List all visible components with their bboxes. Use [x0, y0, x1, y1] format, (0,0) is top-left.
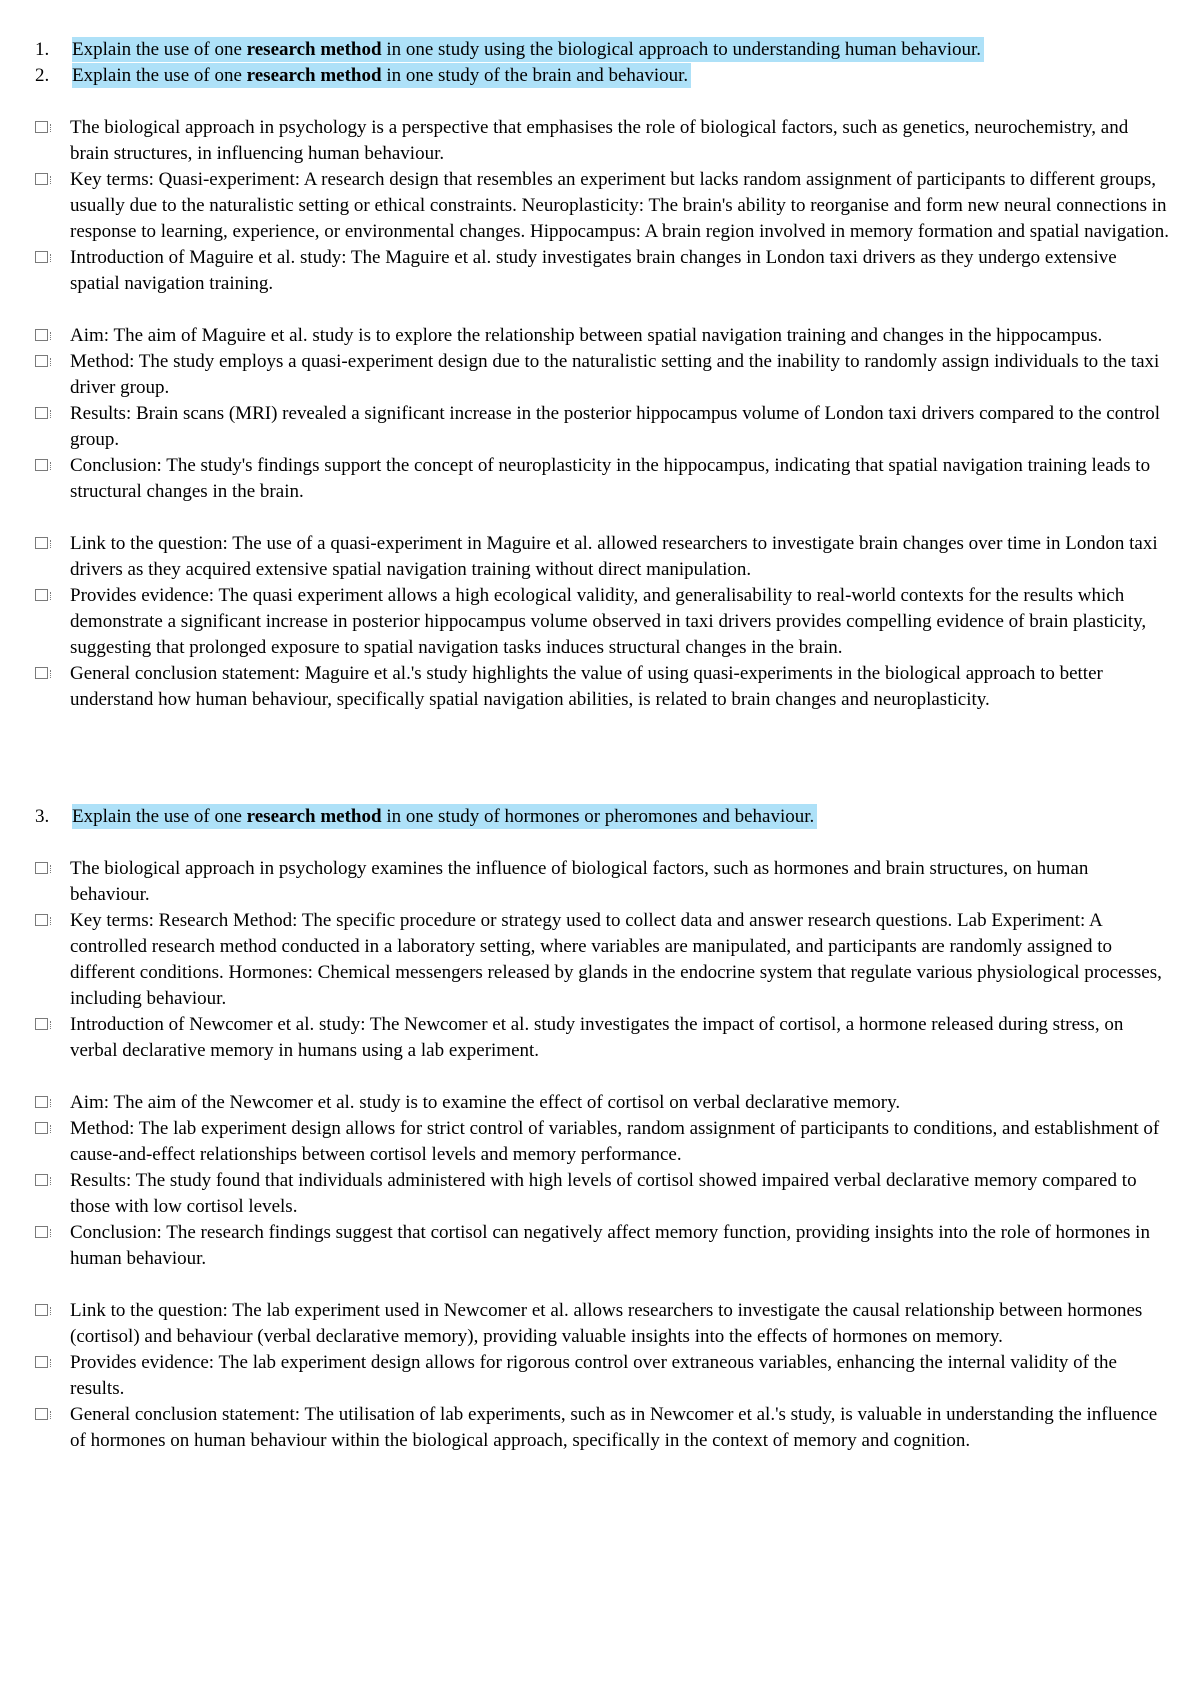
question-text: Explain the use of one research method in one study of the brain and behaviour.	[72, 63, 691, 88]
question-bold: research method	[246, 39, 382, 60]
checkbox-bullet-icon	[35, 1304, 48, 1316]
question-text: Explain the use of one research method in one study of hormones or pheromones and behaviour.	[72, 804, 817, 829]
checkbox-bullet-icon	[35, 407, 48, 419]
question-3	[0, 804, 1200, 830]
checkbox-bullet-icon	[35, 329, 48, 341]
list-item: Provides evidence: The lab experiment design allows for rigorous control over extraneous variables, enhancing the internal validity of the results.	[0, 1350, 1200, 1402]
list-item: Method: The lab experiment design allows for strict control of variables, random assignment of participants to conditions, and establishment of cause-and-effect relationships between cortisol levels and memory performance.	[0, 1116, 1200, 1168]
list-item: General conclusion statement: Maguire et al.'s study highlights the value of using quasi-experiments in the biological approach to better understand how human behaviour, specifically spatial navigation abilities, is related to brain changes and neuroplasticity.	[0, 661, 1200, 713]
list-item: Method: The study employs a quasi-experiment design due to the naturalistic setting and the inability to randomly assign individuals to the taxi driver group.	[0, 349, 1200, 401]
list-item: Key terms: Quasi-experiment: A research design that resembles an experiment but lacks random assignment of participants to different groups, usually due to the naturalistic setting or ethical constraints. Neuroplasticity: The brain's ability to reorganise and form new neural connections in response to learning, experience, or environmental changes. Hippocampus: A brain region involved in memory formation and spatial navigation.	[0, 167, 1200, 245]
list-item: Link to the question: The use of a quasi-experiment in Maguire et al. allowed researchers to investigate brain changes over time in London taxi drivers as they acquired extensive spatial navigation training without direct manipulation.	[0, 531, 1200, 583]
checkbox-bullet-icon	[35, 1356, 48, 1368]
answer-group	[0, 856, 1200, 1064]
checkbox-bullet-icon	[35, 914, 48, 926]
checkbox-bullet-icon	[35, 459, 48, 471]
question-2	[0, 63, 1200, 89]
checkbox-bullet-icon	[35, 173, 48, 185]
checkbox-bullet-icon	[35, 1122, 48, 1134]
checkbox-bullet-icon	[35, 1018, 48, 1030]
list-item: Provides evidence: The quasi experiment allows a high ecological validity, and generalisability to real-world contexts for the results which demonstrate a significant increase in posterior hippocampus volume observed in taxi drivers provides compelling evidence of brain plasticity, suggesting that prolonged exposure to spatial navigation tasks induces structural changes in the brain.	[0, 583, 1200, 661]
checkbox-bullet-icon	[35, 121, 48, 133]
list-item: General conclusion statement: The utilisation of lab experiments, such as in Newcomer et al.'s study, is valuable in understanding the influence of hormones on human behaviour within the biological approach, specifically in the context of memory and cognition.	[0, 1402, 1200, 1454]
checkbox-bullet-icon	[35, 589, 48, 601]
answer-group	[0, 1090, 1200, 1272]
checkbox-bullet-icon	[35, 355, 48, 367]
question-text: Explain the use of one research method in one study using the biological approach to understanding human behaviour.	[72, 37, 984, 62]
list-item: The biological approach in psychology examines the influence of biological factors, such as hormones and brain structures, on human behaviour.	[0, 856, 1200, 908]
checkbox-bullet-icon	[35, 862, 48, 874]
question-number: 2.	[35, 65, 50, 86]
question-bold: research method	[246, 65, 382, 86]
checkbox-bullet-icon	[35, 1174, 48, 1186]
list-item: Conclusion: The study's findings support the concept of neuroplasticity in the hippocampus, indicating that spatial navigation training leads to structural changes in the brain.	[0, 453, 1200, 505]
list-item: Aim: The aim of Maguire et al. study is to explore the relationship between spatial navigation training and changes in the hippocampus.	[0, 323, 1200, 349]
list-item: Introduction of Maguire et al. study: The Maguire et al. study investigates brain changes in London taxi drivers as they undergo extensive spatial navigation training.	[0, 245, 1200, 297]
questions-top	[0, 37, 1200, 89]
question-1	[0, 37, 1200, 63]
question-number: 3.	[35, 806, 50, 827]
question-number: 1.	[35, 39, 50, 60]
answer-group	[0, 531, 1200, 713]
list-item: The biological approach in psychology is a perspective that emphasises the role of biological factors, such as genetics, neurochemistry, and brain structures, in influencing human behaviour.	[0, 115, 1200, 167]
list-item: Results: Brain scans (MRI) revealed a significant increase in the posterior hippocampus volume of London taxi drivers compared to the control group.	[0, 401, 1200, 453]
checkbox-bullet-icon	[35, 1408, 48, 1420]
answer-3	[0, 856, 1200, 1454]
answer-group	[0, 1298, 1200, 1454]
checkbox-bullet-icon	[35, 1096, 48, 1108]
checkbox-bullet-icon	[35, 1226, 48, 1238]
checkbox-bullet-icon	[35, 251, 48, 263]
answer-group	[0, 323, 1200, 505]
checkbox-bullet-icon	[35, 537, 48, 549]
list-item: Conclusion: The research findings suggest that cortisol can negatively affect memory function, providing insights into the role of hormones in human behaviour.	[0, 1220, 1200, 1272]
list-item: Link to the question: The lab experiment used in Newcomer et al. allows researchers to investigate the causal relationship between hormones (cortisol) and behaviour (verbal declarative memory), providing valuable insights into the effects of hormones on memory.	[0, 1298, 1200, 1350]
question-bold: research method	[246, 806, 382, 827]
list-item: Aim: The aim of the Newcomer et al. study is to examine the effect of cortisol on verbal declarative memory.	[0, 1090, 1200, 1116]
list-item: Key terms: Research Method: The specific procedure or strategy used to collect data and answer research questions. Lab Experiment: A controlled research method conducted in a laboratory setting, where variables are manipulated, and participants are randomly assigned to different conditions. Hormones: Chemical messengers released by glands in the endocrine system that regulate various physiological processes, including behaviour.	[0, 908, 1200, 1012]
question-3-section	[0, 804, 1200, 830]
list-item: Results: The study found that individuals administered with high levels of cortisol showed impaired verbal declarative memory compared to those with low cortisol levels.	[0, 1168, 1200, 1220]
list-item: Introduction of Newcomer et al. study: The Newcomer et al. study investigates the impact of cortisol, a hormone released during stress, on verbal declarative memory in humans using a lab experiment.	[0, 1012, 1200, 1064]
answer-group	[0, 115, 1200, 297]
answer-1	[0, 115, 1200, 713]
checkbox-bullet-icon	[35, 667, 48, 679]
